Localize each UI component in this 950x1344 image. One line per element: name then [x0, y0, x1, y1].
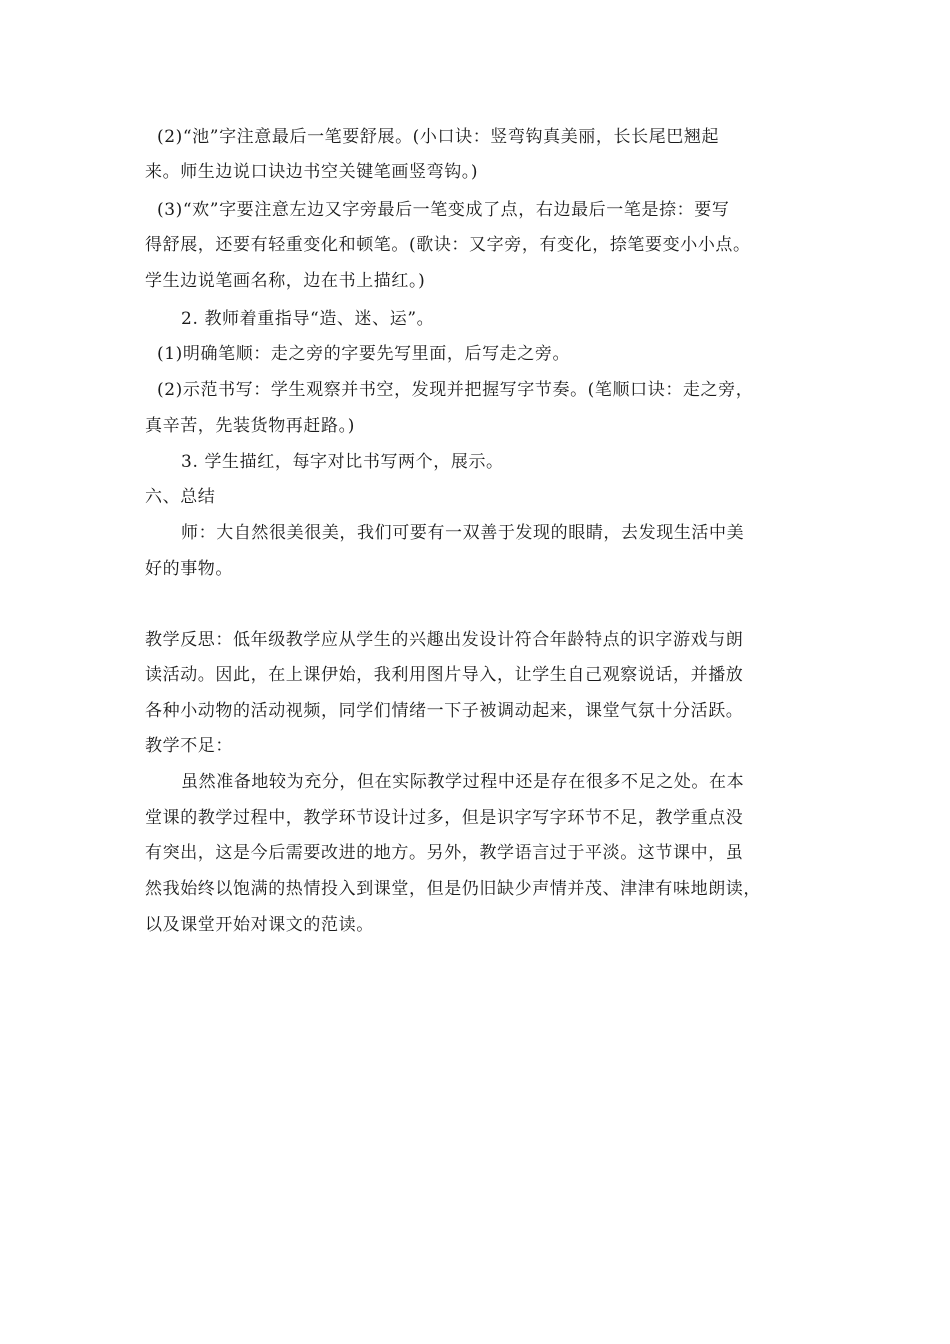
- paragraph-line: 然我始终以饱满的热情投入到课堂，但是仍旧缺少声情并茂、津津有味地朗读，: [145, 879, 761, 899]
- reflection-line: 读活动。因此，在上课伊始，我利用图片导入，让学生自己观察说话，并播放: [145, 665, 744, 685]
- paragraph-line: 2. 教师着重指导“造、迷、运”。: [145, 309, 435, 329]
- paragraph-line: 得舒展，还要有轻重变化和顿笔。(歌诀：又字旁，有变化，捺笔要变小小点。: [145, 235, 751, 255]
- section-heading: 六、总结: [145, 487, 216, 507]
- paragraph-line: 来。师生边说口诀边书空关键笔画竖弯钩。): [145, 162, 479, 182]
- paragraph-line: 3. 学生描红，每字对比书写两个，展示。: [145, 452, 504, 472]
- paragraph-line: (1)明确笔顺：走之旁的字要先写里面，后写走之旁。: [145, 344, 571, 364]
- paragraph-line: 师：大自然很美很美，我们可要有一双善于发现的眼睛，去发现生活中美: [145, 523, 745, 543]
- reflection-line: 各种小动物的活动视频，同学们情绪一下子被调动起来，课堂气氛十分活跃。: [145, 701, 744, 721]
- reflection-line: 教学反思：低年级教学应从学生的兴趣出发设计符合年龄特点的识字游戏与朗: [145, 630, 744, 650]
- paragraph-line: (2)“池”字注意最后一笔要舒展。(小口诀：竖弯钩真美丽，长长尾巴翘起: [145, 127, 720, 147]
- paragraph-line: 学生边说笔画名称，边在书上描红。): [145, 271, 426, 291]
- paragraph-line: 好的事物。: [145, 559, 233, 579]
- paragraph-line: (3)“欢”字要注意左边又字旁最后一笔变成了点，右边最后一笔是捺：要写: [145, 200, 730, 220]
- section-heading: 教学不足：: [145, 736, 233, 756]
- paragraph-line: 虽然准备地较为充分，但在实际教学过程中还是存在很多不足之处。在本: [145, 772, 745, 792]
- paragraph-line: 有突出，这是今后需要改进的地方。另外，教学语言过于平淡。这节课中，虽: [145, 843, 744, 863]
- paragraph-line: 以及课堂开始对课文的范读。: [145, 915, 374, 935]
- paragraph-line: (2)示范书写：学生观察并书空，发现并把握写字节奏。(笔顺口诀：走之旁，: [145, 380, 754, 400]
- paragraph-line: 堂课的教学过程中，教学环节设计过多，但是识字写字环节不足，教学重点没: [145, 808, 744, 828]
- paragraph-line: 真辛苦，先装货物再赶路。): [145, 416, 355, 436]
